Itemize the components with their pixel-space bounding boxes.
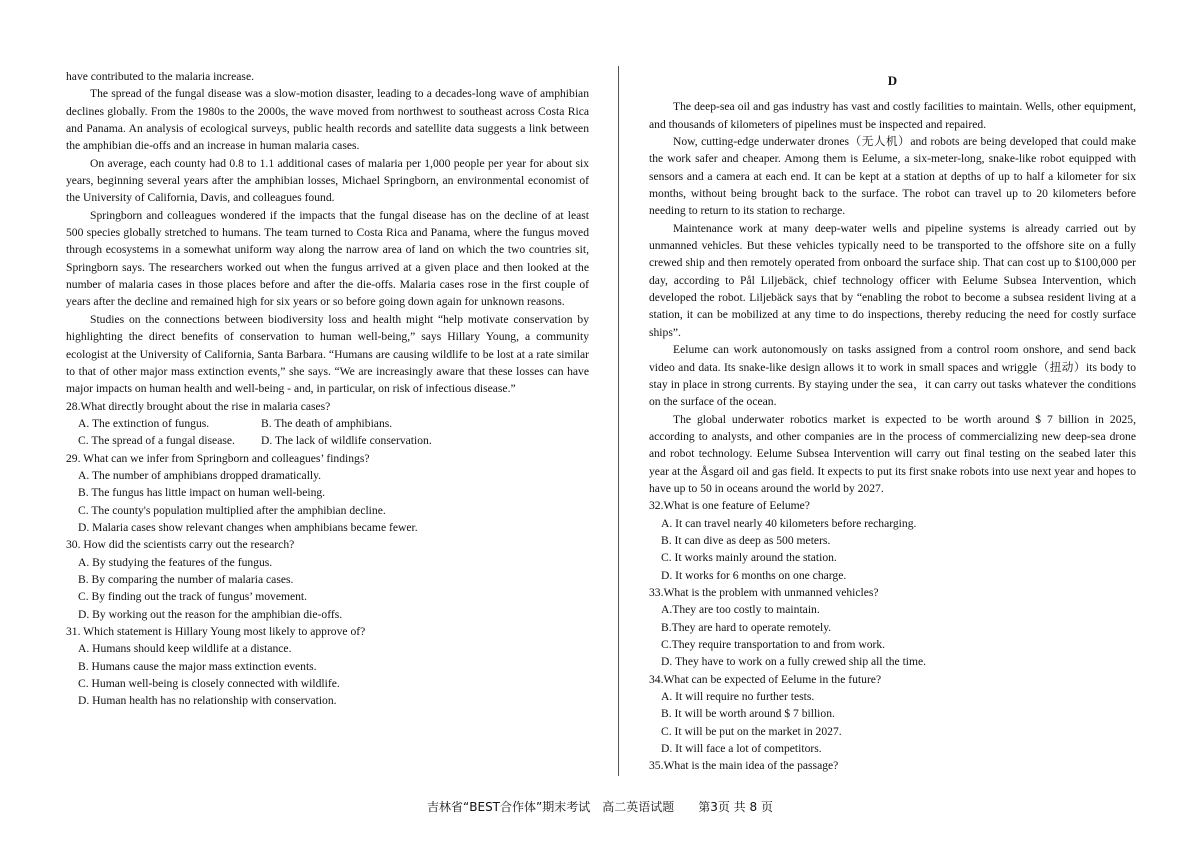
page-footer: 吉林省“BEST合作体”期末考试 高二英语试题 第3页 共 8 页	[427, 800, 773, 814]
passage-d-paragraph: Maintenance work at many deep-water wells and pipeline systems is already carried out by unmanned vehicles. But these vehicles typically need to be transported to the offshore site on a fully crewed ship and then remotely operated from onboard the surface ship. That can cost up to $100,000 per day, according to Pål Liljebäck, chief technology officer with Eelume Subsea Intervention, which developed the robot. Liljebäck says that by “enabling the robot to become a subsea resident living at a station, it can be mobilized at any time to do inspections, thereby reducing the need for costly surface ships”.	[649, 221, 1136, 339]
option-d: D. It will face a lot of competitors.	[661, 742, 822, 756]
option-a: A. Humans should keep wildlife at a distance.	[78, 642, 292, 656]
question-34	[649, 671, 1136, 758]
left-column	[66, 68, 589, 710]
question-stem: 35.What is the main idea of the passage?	[649, 759, 839, 773]
passage-d-paragraph: The global underwater robotics market is expected to be worth around $ 7 billion in 2025, according to analysts, and other companies are in the process of commercializing new deep-sea drone and robot technology. Eelume Subsea Intervention will carry out final testing on the seabed later this year at the Åsgard oil and gas field. It expects to put its first snake robots into use next year and hopes to have up to 50 in oceans around the world by 2027.	[649, 412, 1136, 495]
option-c: C. Human well-being is closely connected with wildlife.	[78, 677, 340, 691]
option-a: A. By studying the features of the fungus.	[78, 555, 273, 569]
option-d: D. Human health has no relationship with conservation.	[78, 694, 337, 708]
question-stem: 32.What is one feature of Eelume?	[649, 499, 810, 513]
option-d: D. The lack of wildlife conservation.	[261, 434, 432, 448]
passage-d-paragraph: Now, cutting-edge underwater drones（无人机）and robots are being developed that could make the work safer and cheaper. Among them is Eelume, a six-meter-long, snake-like robot equipped with sensors and a camera at each end. It can be kept at a station at depths of up to half a kilometer for six months, without being brought back to the surface. The robot can travel up to 20 kilometers before needing to return to its station to recharge.	[649, 135, 1136, 218]
option-c: C. It works mainly around the station.	[661, 551, 837, 565]
passage-d-paragraph: Eelume can work autonomously on tasks assigned from a control room onshore, and send back video and data. Its snake-like design allows it to work in small spaces and wriggle（扭动）its body to stay in place in strong currents. By staying under the sea，it can carry out tasks whatever the conditions on the surface of the ocean.	[649, 343, 1136, 409]
option-b: B. Humans cause the major mass extinction events.	[78, 659, 317, 673]
option-d: D. Malaria cases show relevant changes when amphibians became fewer.	[78, 520, 418, 534]
question-33	[649, 584, 1136, 671]
column-divider	[618, 66, 619, 776]
option-b: B. By comparing the number of malaria cases.	[78, 572, 294, 586]
option-a: A. The number of amphibians dropped dramatically.	[78, 468, 322, 482]
passage-c-paragraph: Springborn and colleagues wondered if the impacts that the fungal disease has on the decline of at least 500 species globally stretched to humans. The team turned to Costa Rica and Panama, where the fungus moved through ecosystems in a somewhat uniform way along the narrow area of land on which the two countries sit, Springborn says. The researchers worked out when the fungus arrived at a given place and then looked at the number of malaria cases in those places before and after the die-offs. Malaria cases rose in the first couple of years after the decline and remained high for six years or so before going down again for unknown reasons.	[66, 208, 589, 309]
option-c: C. It will be put on the market in 2027.	[661, 724, 842, 738]
section-title: D	[887, 73, 898, 88]
question-31	[66, 623, 589, 710]
option-b: B. It can dive as deep as 500 meters.	[661, 533, 831, 547]
question-stem: 33.What is the problem with unmanned vehicles?	[649, 585, 879, 599]
option-c: C.They require transportation to and from work.	[661, 638, 886, 651]
passage-d-paragraph: The deep-sea oil and gas industry has vast and costly facilities to maintain. Wells, other equipment, and thousands of kilometers of pipelines must be inspected and repaired.	[649, 100, 1136, 131]
question-stem: 28.What directly brought about the rise in malaria cases?	[66, 399, 331, 413]
option-d: D. They have to work on a fully crewed ship all the time.	[661, 655, 927, 669]
question-28	[66, 398, 589, 450]
option-b: B. The fungus has little impact on human well-being.	[78, 486, 326, 500]
question-stem: 29. What can we infer from Springborn and colleagues’ findings?	[66, 451, 370, 465]
option-a: A.They are too costly to maintain.	[661, 603, 820, 617]
option-a: A. It can travel nearly 40 kilometers before recharging.	[661, 516, 917, 530]
passage-c-paragraph: have contributed to the malaria increase.	[66, 70, 254, 83]
option-b: B.They are hard to operate remotely.	[661, 620, 832, 634]
option-d: D. By working out the reason for the amphibian die-offs.	[78, 607, 343, 621]
question-stem: 30. How did the scientists carry out the research?	[66, 538, 295, 552]
option-c: C. By finding out the track of fungus’ movement.	[78, 590, 308, 604]
option-b: B. The death of amphibians.	[261, 416, 393, 430]
question-29	[66, 450, 589, 537]
question-32	[649, 497, 1136, 584]
right-column	[649, 68, 1136, 775]
question-35	[649, 757, 1136, 774]
option-c: C. The county's population multiplied after the amphibian decline.	[78, 503, 386, 517]
option-a: A. The extinction of fungus.	[78, 416, 210, 430]
passage-c-paragraph: The spread of the fungal disease was a slow-motion disaster, leading to a decades-long wave of amphibian declines globally. From the 1980s to the 2000s, the wave moved from northwest to southeast across Costa Rica and Panama. An analysis of ecological surveys, public health records and satellite data suggests a link between the amphibian die-offs and an increase in human malaria cases.	[66, 87, 589, 153]
option-a: A. It will require no further tests.	[661, 690, 815, 704]
passage-c-paragraph: Studies on the connections between biodiversity loss and health might “help motivate conservation by highlighting the direct benefits of conservation to human well-being,” says Hillary Young, a community ecologist at the University of California, Santa Barbara. “Humans are causing wildlife to be lost at a rate similar to that of other major mass extinction events,” she says. “We are increasingly aware that these losses can have major impacts on human health and well-being - and, in particular, on risk of infectious disease.”	[66, 312, 589, 396]
question-stem: 34.What can be expected of Eelume in the future?	[649, 672, 882, 686]
passage-c-paragraph: On average, each county had 0.8 to 1.1 additional cases of malaria per 1,000 people per year for about six years, beginning several years after the amphibian losses, Michael Springborn, an environmental economist of the University of California, Davis, and colleagues found.	[66, 156, 589, 205]
option-b: B. It will be worth around $ 7 billion.	[661, 707, 835, 721]
question-30	[66, 536, 589, 623]
option-c: C. The spread of a fungal disease.	[78, 434, 235, 448]
option-d: D. It works for 6 months on one charge.	[661, 568, 847, 582]
question-stem: 31. Which statement is Hillary Young most likely to approve of?	[66, 625, 366, 638]
